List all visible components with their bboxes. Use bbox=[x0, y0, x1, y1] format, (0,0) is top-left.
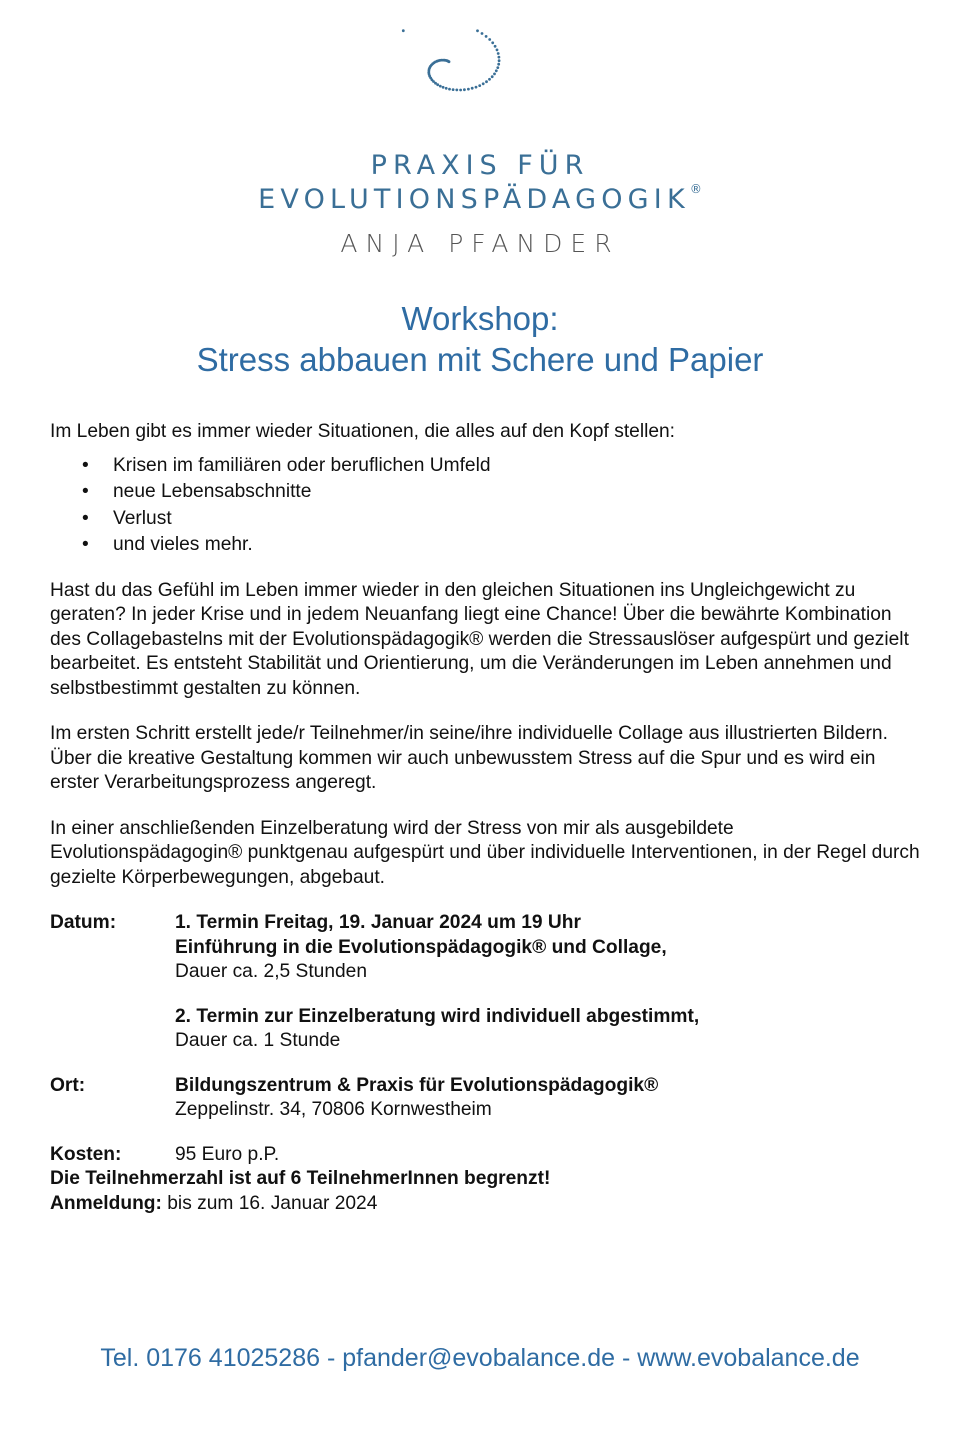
spiral-dot bbox=[445, 87, 448, 90]
spiral-dot bbox=[497, 63, 500, 66]
spiral-dot bbox=[491, 75, 494, 78]
list-item: • Krisen im familiären oder beruflichen Umfeld bbox=[50, 453, 920, 480]
spiral-dot bbox=[448, 88, 451, 91]
list-item: • Verlust bbox=[50, 506, 920, 533]
spiral-dot bbox=[498, 59, 501, 62]
spiral-dot bbox=[497, 52, 500, 55]
spiral-dot bbox=[478, 84, 481, 87]
term2-line1: 2. Termin zur Einzelberatung wird individuell abgestimmt, bbox=[175, 1005, 700, 1027]
term1-line2: Einführung in die Evolutionspädagogik® und Collage, bbox=[175, 936, 667, 958]
brand-line-evolutionspaedagogik-text: EVOLUTIONSPÄDAGOGIK bbox=[258, 184, 690, 215]
list-item: • und vieles mehr. bbox=[50, 532, 920, 559]
cost-value: 95 Euro p.P. bbox=[175, 1143, 280, 1165]
place-row bbox=[50, 1074, 920, 1123]
contact-footer: Tel. 0176 41025286 - pfander@evobalance.de - www.evobalance.de bbox=[100, 1344, 860, 1372]
situation-list bbox=[50, 453, 920, 559]
spiral-dot bbox=[485, 35, 488, 38]
participant-limit-note: Die Teilnehmerzahl ist auf 6 TeilnehmerInnen begrenzt! bbox=[50, 1168, 551, 1190]
spiral-dot bbox=[439, 85, 442, 88]
term2-duration: Dauer ca. 1 Stunde bbox=[175, 1030, 341, 1052]
spiral-dot bbox=[491, 41, 494, 44]
spiral-dot bbox=[496, 49, 499, 52]
place-name: Bildungszentrum & Praxis für Evolutionspädagogik® bbox=[175, 1074, 659, 1096]
spiral-dot bbox=[496, 66, 499, 69]
term1-line1: 1. Termin Freitag, 19. Januar 2024 um 19 Uhr bbox=[175, 912, 581, 934]
spiral-logo-icon bbox=[400, 28, 560, 128]
spiral-dot bbox=[493, 73, 496, 76]
spiral-dot bbox=[442, 86, 445, 89]
date-label: Datum: bbox=[50, 912, 117, 934]
spiral-dot bbox=[476, 29, 479, 32]
spiral-dot bbox=[459, 89, 462, 92]
registration-label: Anmeldung: bbox=[50, 1192, 162, 1214]
logo bbox=[0, 28, 960, 128]
list-item: • neue Lebensabschnitte bbox=[50, 479, 920, 506]
spiral-dot bbox=[452, 88, 455, 91]
paragraph-feeling: Hast du das Gefühl im Leben immer wieder in den gleichen Situationen ins Ungleichgewicht zu geraten? In jeder Krise und in jedem Neuanfang liegt eine Chance! Über die bewährte Kombination des Collagebastelns mit der Evolutionspädagogik® werden die Stressauslöser aufgespürt und gezielt bearbeitet. Es entsteht Stabilität und Orientierung, um die Veränderungen im Leben annehmen und selbstbestimmt gestalten zu können. bbox=[50, 579, 909, 699]
place-body bbox=[175, 1074, 920, 1123]
term1-duration: Dauer ca. 2,5 Stunden bbox=[175, 961, 368, 983]
spiral-dot bbox=[495, 69, 498, 72]
brand-line-praxis: PRAXIS FÜR bbox=[370, 150, 590, 181]
paragraph-first-step: Im ersten Schritt erstellt jede/r Teilnehmer/in seine/ihre individuelle Collage aus illustrierten Bildern. Über die kreative Gestaltung kommen wir auch unbewusstem Stress auf die Spur und es wird ein erster Verarbeitungsprozess angeregt. bbox=[50, 723, 888, 794]
spiral-dot bbox=[467, 88, 470, 91]
spiral-dot bbox=[455, 89, 458, 92]
spiral-dot bbox=[488, 38, 491, 41]
paragraph-consultation: In einer anschließenden Einzelberatung wird der Stress von mir als ausgebildete Evolutionspädagogin® punktgenau aufgespürt und über individuelle Interventionen, in der Regel durch gezielte Körperbewegungen, abgebaut. bbox=[50, 817, 920, 888]
spiral-dot bbox=[481, 32, 484, 35]
intro-text: Im Leben gibt es immer wieder Situationen, die alles auf den Kopf stellen: bbox=[50, 421, 676, 442]
spiral-dot bbox=[436, 83, 439, 86]
brand-line-name: ANJA PFANDER bbox=[340, 229, 620, 258]
place-label: Ort: bbox=[50, 1074, 86, 1096]
spiral-dot bbox=[471, 87, 474, 90]
brand-line-evolutionspaedagogik bbox=[0, 184, 960, 215]
title-line-2: Stress abbauen mit Schere und Papier bbox=[196, 341, 764, 378]
cost-label: Kosten: bbox=[50, 1143, 122, 1165]
registration-value: bis zum 16. Januar 2024 bbox=[167, 1192, 378, 1214]
spiral-dot bbox=[494, 45, 497, 48]
spiral-dot bbox=[402, 29, 405, 32]
main-content bbox=[50, 420, 920, 1216]
place-address: Zeppelinstr. 34, 70806 Kornwestheim bbox=[175, 1099, 492, 1121]
cost-row bbox=[50, 1143, 920, 1168]
date-body bbox=[175, 911, 920, 1054]
registration-row bbox=[50, 1192, 920, 1217]
spiral-dot bbox=[488, 78, 491, 81]
spiral-dot bbox=[463, 88, 466, 91]
title-line-1: Workshop: bbox=[401, 300, 559, 337]
spiral-dot bbox=[485, 80, 488, 83]
page-title bbox=[0, 298, 960, 380]
date-row bbox=[50, 911, 920, 1054]
spiral-dot bbox=[498, 56, 501, 59]
registered-mark: ® bbox=[689, 182, 702, 196]
spiral-dot bbox=[475, 86, 478, 89]
spiral-dot bbox=[482, 82, 485, 85]
